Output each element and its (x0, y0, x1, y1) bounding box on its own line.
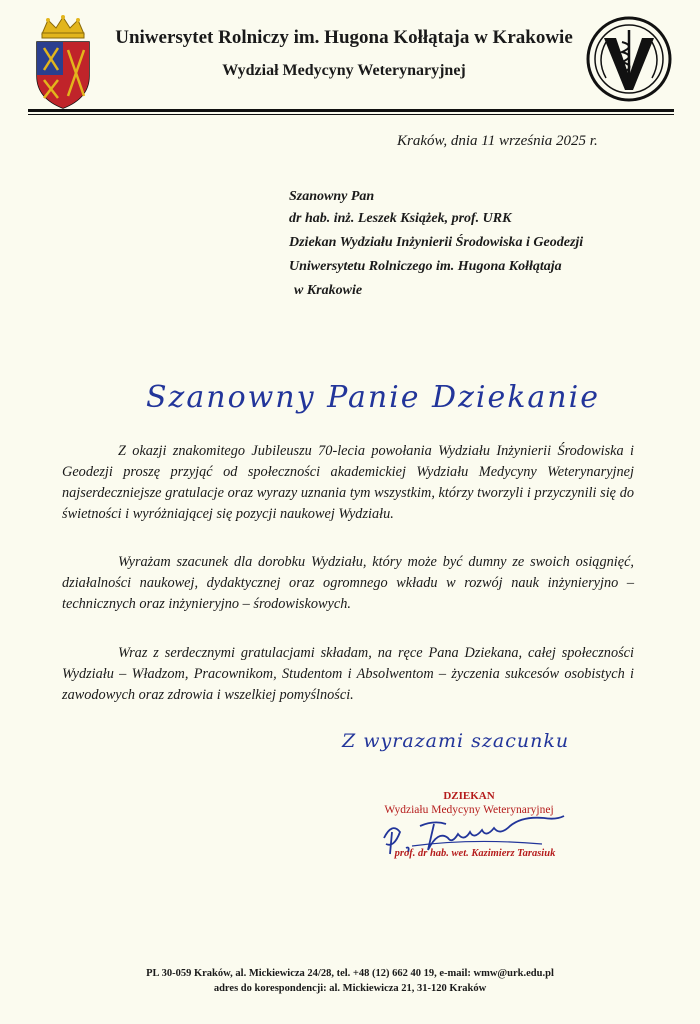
stamp-title: DZIEKAN (443, 790, 495, 802)
university-crest-logo (34, 12, 92, 110)
body-paragraph-1: Z okazji znakomitego Jubileuszu 70-lecia powołania Wydziału Inżynierii Środowiska i Geodezji proszę przyjąć od społeczności akademickiej Wydziału Medycyny Weterynaryjnej najserdeczniejsze gratulacje oraz wyrazy uznania tym wszystkim, którzy tworzyli i przyczynili się do świetności i wyróżniającej się pozycji naukowej Wydziału. (62, 443, 634, 522)
body-paragraph-3: Wraz z serdecznymi gratulacjami składam, na ręce Pana Dziekana, całej społeczności Wydziału – Władzom, Pracownikom, Studentom i Absolwentom – życzenia sukcesów osobistych i zawodowych oraz zdrowia i wszelkiej pomyślności. (62, 645, 634, 703)
handwritten-closing: Z wyrazami szacunku (342, 730, 570, 752)
header-rule (28, 109, 674, 112)
veterinary-emblem-logo (586, 16, 672, 102)
addressee-city: w Krakowie (294, 283, 363, 298)
university-name: Uniwersytet Rolniczy im. Hugona Kołłątaja w Krakowie (115, 27, 573, 48)
stamp-dean-name: prof. dr hab. wet. Kazimierz Tarasiuk (394, 848, 556, 859)
addressee-position: Dziekan Wydziału Inżynierii Środowiska i Geodezji (289, 235, 584, 250)
addressee-name: dr hab. inż. Leszek Książek, prof. URK (289, 211, 512, 226)
addressee-greeting: Szanowny Pan (289, 189, 375, 204)
addressee-institution: Uniwersytetu Rolniczego im. Hugona Kołłątaja (289, 259, 562, 274)
footer-address: PL 30-059 Kraków, al. Mickiewicza 24/28, tel. +48 (12) 662 40 19, e-mail: wmw@urk.edu.pl (146, 968, 554, 979)
letter-date: Kraków, dnia 11 września 2025 r. (397, 133, 598, 149)
faculty-name: Wydział Medycyny Weterynaryjnej (222, 62, 466, 79)
body-paragraph-2: Wyrażam szacunek dla dorobku Wydziału, który może być dumny ze swoich osiągnięć, działalności naukowej, dydaktycznej oraz ogromnego wkładu w rozwój nauk inżynieryjno – technicznych oraz inżynieryjno – środowiskowych. (62, 554, 634, 612)
stamp-faculty: Wydziału Medycyny Weterynaryjnej (384, 804, 554, 816)
header-rule-thin (28, 114, 674, 115)
footer-correspondence: adres do korespondencji: al. Mickiewicza 21, 31-120 Kraków (213, 983, 487, 994)
handwritten-salutation: Szanowny Panie Dziekanie (146, 380, 600, 415)
